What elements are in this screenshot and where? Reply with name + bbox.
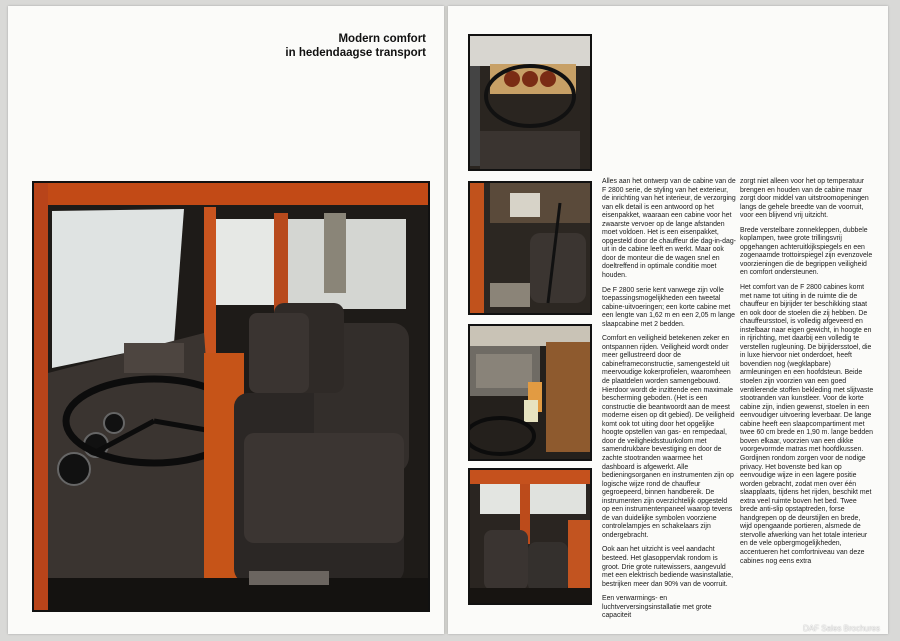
mirror-interior-photo bbox=[468, 181, 592, 315]
cabin-interior-photo bbox=[32, 181, 430, 612]
page-title bbox=[285, 32, 426, 60]
paragraph: zorgt niet alleen voor het op temperatuur brengen en houden van de cabine maar zorgt door middel van uitstroomopeningen langs de gehele breedte van de voorruit, voor een blijvend vrij uitzicht. bbox=[740, 178, 869, 220]
paragraph: Ook aan het uitzicht is veel aandacht besteed. Het glasoppervlak rondom is groot. Drie grote ruitewissers, aangevuld met een elektrisch bediende wasinstallatie, bestrijken meer dan 90% van de voorruit. bbox=[602, 546, 733, 588]
paragraph: Alles aan het ontwerp van de cabine van de F 2800 serie, de styling van het exterieur, de inrichting van het interieur, de verzorging van elk detail is een antwoord op het eisenpakket, waaraan een cabine voor het zwaarste vervoer op de lange afstanden moet voldoen. Het is een eisenpakket, opgesteld door de chauffeur die dag-in-dag-uit in de cabine leeft en werkt. Maar ook door de monteur die de wagen snel en doeltreffend in optimale conditie moet houden. bbox=[602, 178, 736, 280]
text-column-1 bbox=[602, 178, 736, 627]
dashboard-photo bbox=[468, 34, 592, 171]
paragraph: Brede verstelbare zonnekleppen, dubbele koplampen, twee grote trillingsvrij opgehangen achteruitkijkspiegels en een zogenaamde trottoirspiegel zijn evenzovele voorzieningen die de begrippen veiligheid en comfort ondersteunen. bbox=[740, 226, 873, 277]
paragraph: Het comfort van de F 2800 cabines komt met name tot uiting in de ruimte die de chauffeur en bijrijder ter beschikking staat en ook door de stoelen die zij hebben. De chauffeursstoel, is volledig afgeveerd en instelbaar naar eigen gewicht, in hoogte en in rijrichting, met daarbij een volledig te verstellen rugleuning. De bijrijdersstoel, die in luxe hiervoor niet onderdoet, heeft bovendien nog (wegklapbare) armleuningen en een hoofdsteun. Beide stoelen zijn voorzien van een goed ventilerende stoffen bekleding met slijtvaste stootranden van kunstleer. Voor de korte cabine zijn, indien gewenst, stoelen in een eenvoudiger uitvoering leverbaar. De lange cabine heeft een slaapcompartiment met twee 60 cm brede en 1,90 m. lange bedden boven elkaar, voorzien van een dikke voorgevormde matras met hoofdkussen. Gordijnen rondom zorgen voor de nodige privacy. Het bovenste bed kan op eenvoudige wijze in een lagere positie worden gebracht, zodat men over één slaapplaats, tijdens het rijden, beschikt met extra veel ruimte boven het bed. Twee brede anti-slip opstaptreden, forse handgrepen op de deurstijlen en brede, wijd opengaande portieren, alsmede de stervolle afwerking van het totale interieur en de vele opbergmogelijkheden, accentueren het comfortniveau van deze cabines nog eens extra bbox=[740, 284, 874, 565]
paragraph: Een verwarmings- en luchtverversingsinstallatie met grote capaciteit bbox=[602, 595, 712, 620]
right-page bbox=[448, 6, 888, 634]
paragraph: De F 2800 serie kent vanwege zijn volle toepassingsmogelijkheden een tweetal cabine-uitvoeringen; een korte cabine met een lengte van 1,62 m en een 2,05 m lange slaapcabine met 2 bedden. bbox=[602, 286, 735, 328]
sleeper-cabin-photo bbox=[468, 468, 592, 605]
watermark-text: DAF Sales Brochures bbox=[803, 624, 880, 633]
left-page bbox=[8, 6, 444, 634]
title-line-2: in hedendaagse transport bbox=[285, 47, 426, 59]
text-column-2 bbox=[740, 178, 874, 572]
title-line-1: Modern comfort bbox=[338, 33, 426, 45]
storage-lamp-photo bbox=[468, 324, 592, 461]
paragraph: Comfort en veiligheid betekenen zeker en ontspannen rijden. Veiligheid wordt onder meer gellustreerd door de cabineframeconstructie, samengesteld uit meervoudige kokerprofielen, waaromheen de plaatdelen worden samengebouwd. Hierdoor wordt de inzittende een maximale bescherming geboden. (Het is een constructie die beantwoordt aan de meest moderne eisen op dit gebied). De veiligheid komt ook tot uiting door het opgelijke hoogte opstellen van gas- en rempedaal, door de veiligheidsstuurkolom met samendrukbare bevestiging en door de zachte stootranden waarmee het dashboard is afgewerkt. Alle bedieningsorganen en instrumenten zijn op logische wijze rond de chauffeur gegroepeerd, binnen handbereik. De instrumenten zijn overzichtelijk opgesteld op een instrumentenpaneel waarop tevens de van duidelijke symbolen voorziene controlelampjes en schakelaars zijn ondergebracht. bbox=[602, 335, 735, 539]
